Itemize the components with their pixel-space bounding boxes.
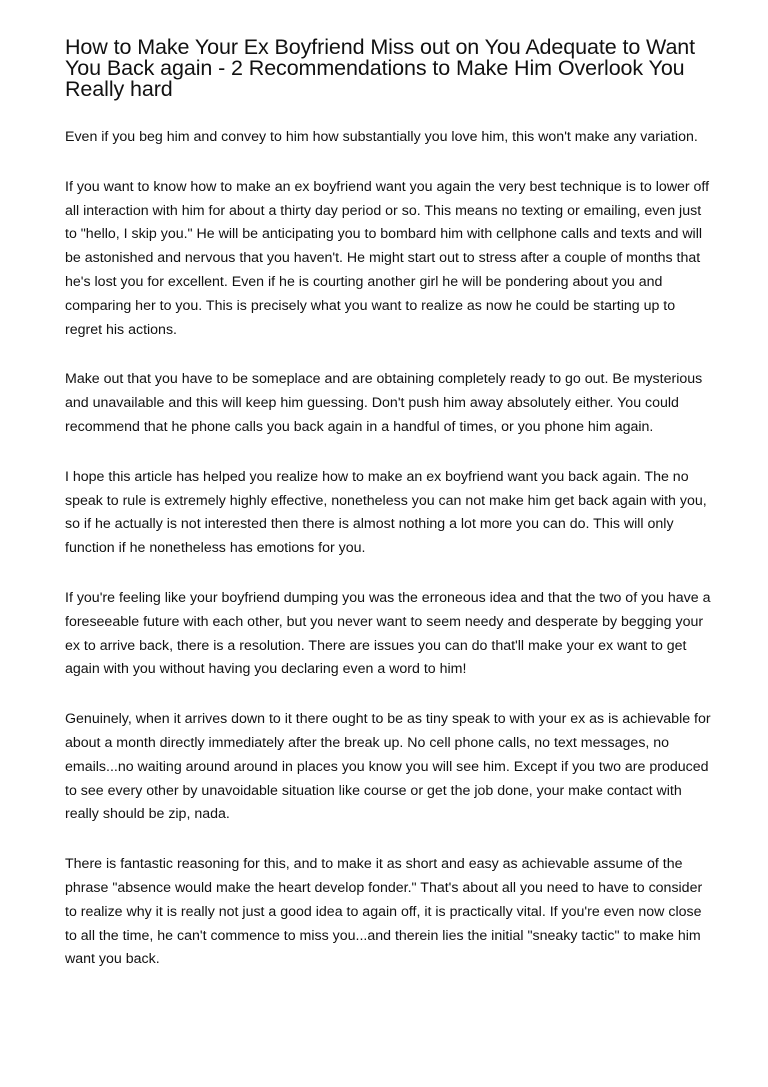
paragraph-1: Even if you beg him and convey to him how substantially you love him, this won't make any variation. <box>65 129 698 145</box>
paragraph-5: If you're feeling like your boyfriend dumping you was the erroneous idea and that the two of you have a foreseeable future with each other, but you never want to seem needy and desperate by begging your ex to arrive back, there is a resolution. There are issues you can do that'll make your ex want to get again with you without having you declaring even a word to him! <box>65 589 711 678</box>
page-title: How to Make Your Ex Boyfriend Miss out on You Adequate to Want You Back again - 2 Recommendations to Make Him Overlook You Really hard <box>65 35 696 101</box>
document-body <box>65 37 715 998</box>
paragraph-4: I hope this article has helped you realize how to make an ex boyfriend want you back again. The no speak to rule is extremely highly effective, nonetheless you can not make him get back again with you, so if he actually is not interested then there is almost nothing a lot more you can do. This will only function if he nonetheless has emotions for you. <box>65 468 707 557</box>
paragraph-6: Genuinely, when it arrives down to it there ought to be as tiny speak to with your ex as is achievable for about a month directly immediately after the break up. No cell phone calls, no text messages, no emails...no waiting around around in places you know you will see him. Except if you two are produced to see every other by unavoidable situation like course or get the job done, your make contact with really should be zip, nada. <box>65 711 711 823</box>
paragraph-7: There is fantastic reasoning for this, and to make it as short and easy as achievable assume of the phrase "absence would make the heart develop fonder." That's about all you need to have to consider to realize why it is really not just a good idea to again off, it is practically vital. If you're even now close to all the time, he can't commence to miss you...and therein lies the initial "sneaky tactic" to make him want you back. <box>65 856 703 968</box>
paragraph-3: Make out that you have to be someplace and are obtaining completely ready to go out. Be mysterious and unavailable and this will keep him guessing. Don't push him away absolutely either. You could recommend that he phone calls you back again in a handful of times, or you phone him again. <box>65 371 703 435</box>
paragraph-2: If you want to know how to make an ex boyfriend want you again the very best technique is to lower off all interaction with him for about a thirty day period or so. This means no texting or emailing, even just to "hello, I skip you." He will be anticipating you to bombard him with cellphone calls and texts and will be astonished and nervous that you haven't. He might start out to stress after a couple of months that he's lost you for excellent. Even if he is courting another girl he will be pondering about you and comparing her to you. This is precisely what you want to realize as now he could be starting up to regret his actions. <box>65 178 710 338</box>
